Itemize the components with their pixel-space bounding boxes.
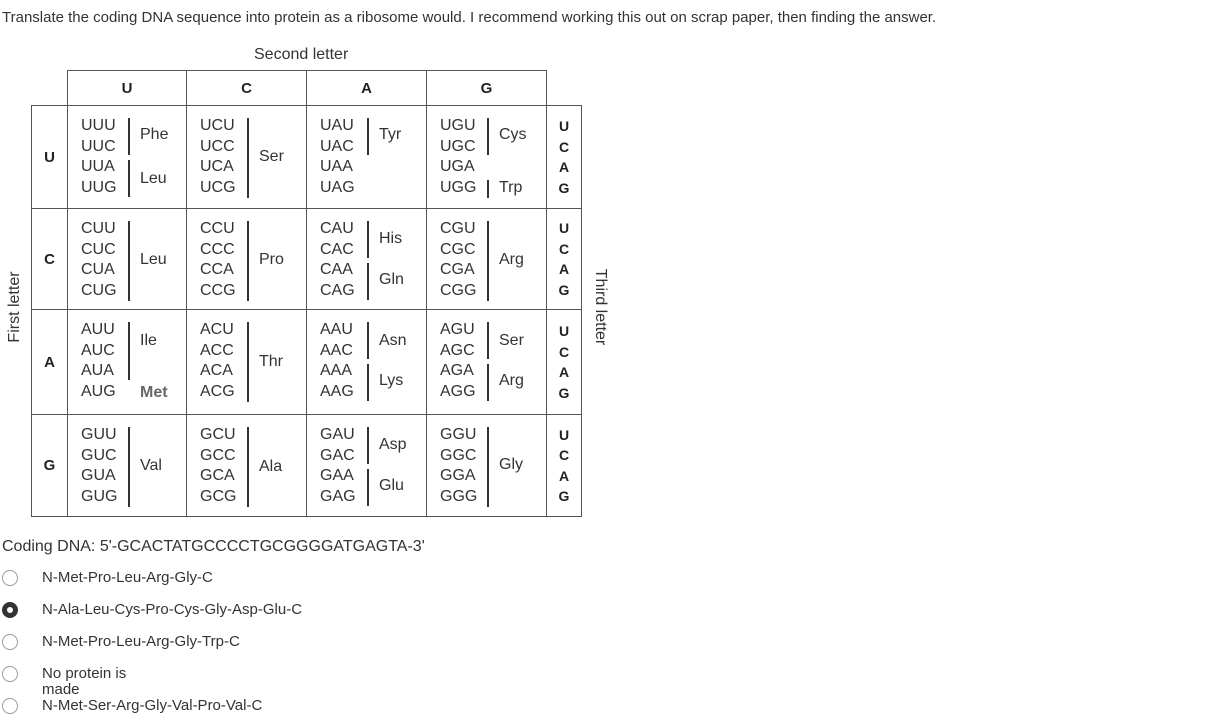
codon: CUG [81, 281, 117, 299]
amino-acid: Ala [259, 458, 283, 475]
cell-gg [426, 414, 547, 517]
codon: AAA [320, 362, 353, 379]
amino-acid: Glu [379, 477, 404, 494]
codon: UGC [440, 137, 476, 155]
third-letter-column [546, 105, 582, 209]
bracket [487, 180, 489, 198]
cell-ua [306, 105, 427, 209]
amino-acid: Lys [379, 372, 404, 389]
col-header-g: G [426, 70, 547, 106]
third-letter: A [558, 467, 570, 484]
codon: ACG [200, 382, 235, 400]
codon: GAA [320, 467, 354, 484]
option-label[interactable]: N-Met-Pro-Leu-Arg-Gly-C [42, 569, 213, 586]
amino-acid: Tyr [379, 126, 402, 143]
codon: GCG [200, 487, 237, 505]
codon: AAC [320, 341, 353, 359]
third-letter: C [558, 240, 570, 257]
radio-button[interactable] [2, 570, 18, 586]
third-letter: U [558, 426, 570, 443]
bracket [367, 322, 369, 359]
bracket [487, 427, 489, 507]
third-letter: G [558, 281, 570, 298]
bracket [487, 322, 489, 359]
amino-acid: Val [140, 457, 162, 474]
codon: CCU [200, 220, 235, 237]
row-header-c: C [31, 208, 68, 310]
codon: CAG [320, 281, 355, 299]
codon: ACC [200, 341, 234, 359]
codon: CAC [320, 240, 354, 258]
amino-acid: Leu [140, 170, 167, 187]
bracket [367, 263, 369, 300]
bracket [128, 160, 130, 197]
amino-acid: Cys [499, 126, 527, 143]
codon: AUC [81, 341, 115, 359]
bracket [487, 364, 489, 401]
bracket [487, 221, 489, 301]
cell-ug [426, 105, 547, 209]
codon: AAU [320, 321, 353, 338]
bracket [247, 118, 249, 198]
third-letter: G [558, 488, 570, 504]
option-label[interactable]: No protein is made [42, 665, 127, 698]
codon: UGG [440, 178, 477, 196]
bracket [247, 221, 249, 301]
bracket [128, 427, 130, 507]
codon: AUG [81, 382, 116, 400]
amino-acid: Asp [379, 436, 407, 453]
bracket [487, 118, 489, 155]
radio-button[interactable] [2, 666, 18, 682]
amino-acid: Phe [140, 126, 169, 143]
third-letter: C [558, 447, 570, 463]
row-header-a: A [31, 309, 68, 415]
codon: GGG [440, 487, 478, 505]
first-letter-label: First letter [6, 271, 23, 343]
coding-dna-sequence: Coding DNA: 5'-GCACTATGCCCCTGCGGGGATGAGTA-3' [2, 538, 425, 555]
option-label[interactable]: N-Met-Ser-Arg-Gly-Val-Pro-Val-C [42, 697, 263, 714]
codon: GUC [81, 446, 117, 464]
amino-acid: Ile [140, 332, 157, 349]
bracket [367, 469, 369, 506]
amino-acid: Thr [259, 353, 283, 370]
radio-button-selected[interactable] [2, 602, 18, 618]
third-letter: G [558, 179, 570, 196]
codon: UCU [200, 117, 235, 134]
third-letter: U [558, 323, 570, 339]
third-letter: A [558, 159, 570, 175]
codon: CCG [200, 281, 236, 299]
codon: AGA [440, 362, 474, 379]
codon: CGC [440, 240, 476, 258]
third-letter-column [546, 414, 582, 517]
cell-gc [186, 414, 307, 517]
amino-acid-met: Met [140, 384, 168, 401]
cell-cg [426, 208, 547, 310]
codon: UCA [200, 158, 234, 175]
cell-ga [306, 414, 427, 517]
codon: CAA [320, 261, 353, 278]
cell-ac [186, 309, 307, 415]
codon: GGU [440, 426, 477, 443]
radio-button[interactable] [2, 698, 18, 714]
third-letter: C [558, 343, 570, 360]
bracket [128, 221, 130, 301]
bracket [128, 118, 130, 155]
amino-acid: Asn [379, 332, 407, 349]
row-header-g: G [31, 414, 68, 517]
bracket [367, 427, 369, 464]
radio-button[interactable] [2, 634, 18, 650]
cell-ag [426, 309, 547, 415]
codon: AAG [320, 382, 354, 400]
col-header-u: U [67, 70, 187, 106]
codon: CGA [440, 261, 475, 278]
codon: CUC [81, 240, 116, 258]
codon: GCU [200, 426, 236, 443]
codon: UUC [81, 137, 116, 155]
col-header-c: C [186, 70, 307, 106]
codon: UUU [81, 117, 116, 134]
cell-au [67, 309, 187, 415]
codon-table [31, 70, 582, 517]
third-letter: G [558, 384, 570, 401]
third-letter: A [558, 261, 570, 277]
third-letter: A [558, 364, 570, 380]
col-header-a: A [306, 70, 427, 106]
codon: UAU [320, 117, 354, 134]
cell-gu [67, 414, 187, 517]
codon: UAC [320, 137, 354, 155]
amino-acid: Pro [259, 251, 284, 268]
codon: CAU [320, 220, 354, 237]
third-letter-label: Third letter [592, 268, 609, 346]
codon: GAC [320, 446, 355, 464]
question-text: Translate the coding DNA sequence into protein as a ribosome would. I recommend working this out on scrap paper, then finding the answer. [2, 9, 937, 26]
codon: CCC [200, 240, 235, 258]
codon: GCA [200, 467, 235, 484]
cell-cc [186, 208, 307, 310]
third-letter-column [546, 309, 582, 415]
bracket [247, 427, 249, 507]
third-letter: U [558, 220, 570, 236]
codon: CUU [81, 220, 116, 237]
cell-aa [306, 309, 427, 415]
amino-acid: Trp [499, 179, 523, 196]
codon: CCA [200, 261, 234, 278]
codon: GUU [81, 426, 117, 443]
codon: CGU [440, 220, 476, 237]
codon: GAG [320, 487, 356, 505]
second-letter-label: Second letter [254, 46, 349, 63]
codon: AGU [440, 321, 475, 338]
bracket [367, 118, 369, 155]
codon: GGA [440, 467, 476, 484]
third-letter: U [558, 118, 570, 134]
cell-cu [67, 208, 187, 310]
codon: GUA [81, 467, 116, 484]
bracket [128, 322, 130, 380]
codon: ACU [200, 321, 234, 338]
amino-acid: Leu [140, 251, 167, 268]
codon: UCG [200, 178, 236, 196]
bracket [247, 322, 249, 402]
amino-acid: Arg [499, 251, 524, 268]
option-label[interactable]: N-Ala-Leu-Cys-Pro-Cys-Gly-Asp-Glu-C [42, 601, 303, 618]
bracket [367, 221, 369, 258]
bracket [367, 364, 369, 401]
codon: GAU [320, 426, 355, 443]
codon: AGC [440, 341, 475, 359]
option-label[interactable]: N-Met-Pro-Leu-Arg-Gly-Trp-C [42, 633, 240, 650]
amino-acid: Gln [379, 271, 404, 288]
codon: UUA [81, 158, 115, 175]
amino-acid: Ser [259, 148, 284, 165]
cell-uc [186, 105, 307, 209]
codon: GCC [200, 446, 236, 464]
amino-acid: His [379, 230, 403, 247]
cell-uu [67, 105, 187, 209]
codon: AUU [81, 321, 115, 338]
amino-acid: Arg [499, 372, 524, 389]
codon: CGG [440, 281, 477, 299]
amino-acid: Ser [499, 332, 524, 349]
third-letter-column [546, 208, 582, 310]
codon: UAA [320, 158, 353, 175]
codon: GUG [81, 487, 118, 505]
codon: CUA [81, 261, 115, 278]
codon: UAG [320, 178, 355, 196]
codon: AGG [440, 382, 476, 400]
codon: UCC [200, 137, 235, 155]
codon: UUG [81, 178, 117, 196]
codon: GGC [440, 446, 477, 464]
row-header-u: U [31, 105, 68, 209]
codon: ACA [200, 362, 233, 379]
third-letter: C [558, 138, 570, 155]
codon: AUA [81, 362, 114, 379]
codon: UGA [440, 158, 475, 175]
codon: UGU [440, 117, 476, 134]
amino-acid: Gly [499, 456, 523, 473]
cell-ca [306, 208, 427, 310]
